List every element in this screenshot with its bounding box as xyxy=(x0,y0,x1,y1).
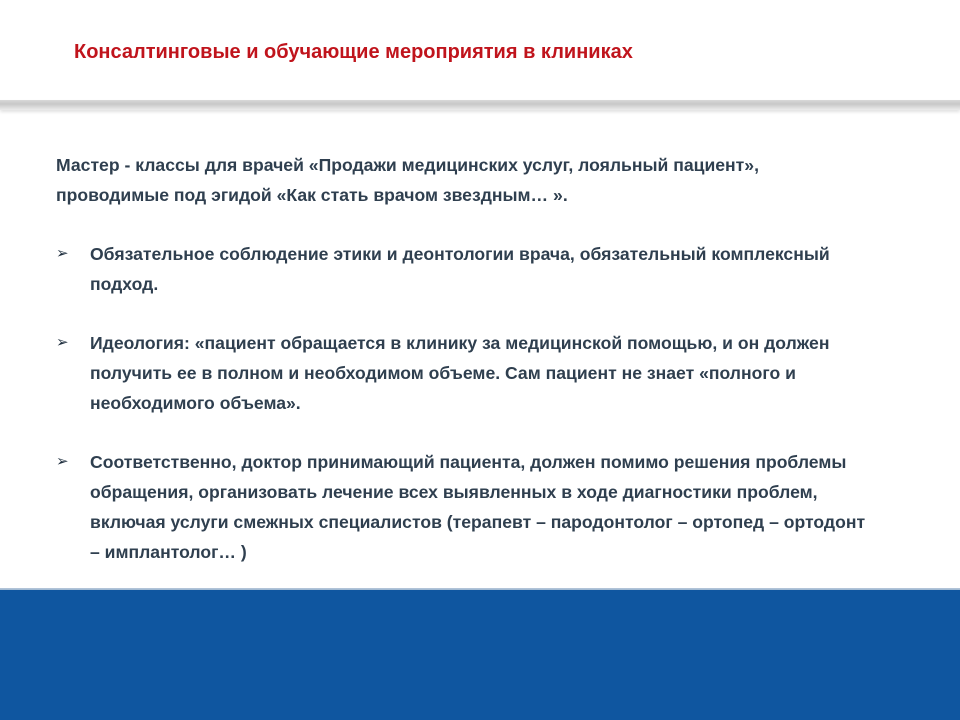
bullet-text: Обязательное соблюдение этики и деонтологии врача, обязательный комплексный подход. xyxy=(90,244,830,294)
title-divider xyxy=(0,100,960,110)
bullet-item xyxy=(56,447,870,567)
bullet-text: Идеология: «пациент обращается в клинику за медицинской помощью, и он должен получить ее в полном и необходимом объеме. Сам пациент не знает «полного и необходимого объема». xyxy=(90,333,830,413)
arrow-bullet-icon: ➢ xyxy=(56,334,69,351)
arrow-bullet-icon: ➢ xyxy=(56,453,69,470)
bullet-text: Соответственно, доктор принимающий пациента, должен помимо решения проблемы обращения, организовать лечение всех выявленных в ходе диагностики проблем, включая услуги смежных специалистов (терапевт – пародонтолог – ортопед – ортодонт – имплантолог… ) xyxy=(90,452,866,562)
arrow-bullet-icon: ➢ xyxy=(56,245,69,262)
bullet-item xyxy=(56,328,870,418)
intro-paragraph: Мастер - классы для врачей «Продажи медицинских услуг, лояльный пациент», проводимые под эгидой «Как стать врачом звездным… ». xyxy=(56,155,759,205)
slide-body xyxy=(56,150,876,596)
slide-title: Консалтинговые и обучающие мероприятия в клиниках xyxy=(74,41,633,63)
footer-band xyxy=(0,590,960,720)
bullet-item xyxy=(56,239,870,299)
